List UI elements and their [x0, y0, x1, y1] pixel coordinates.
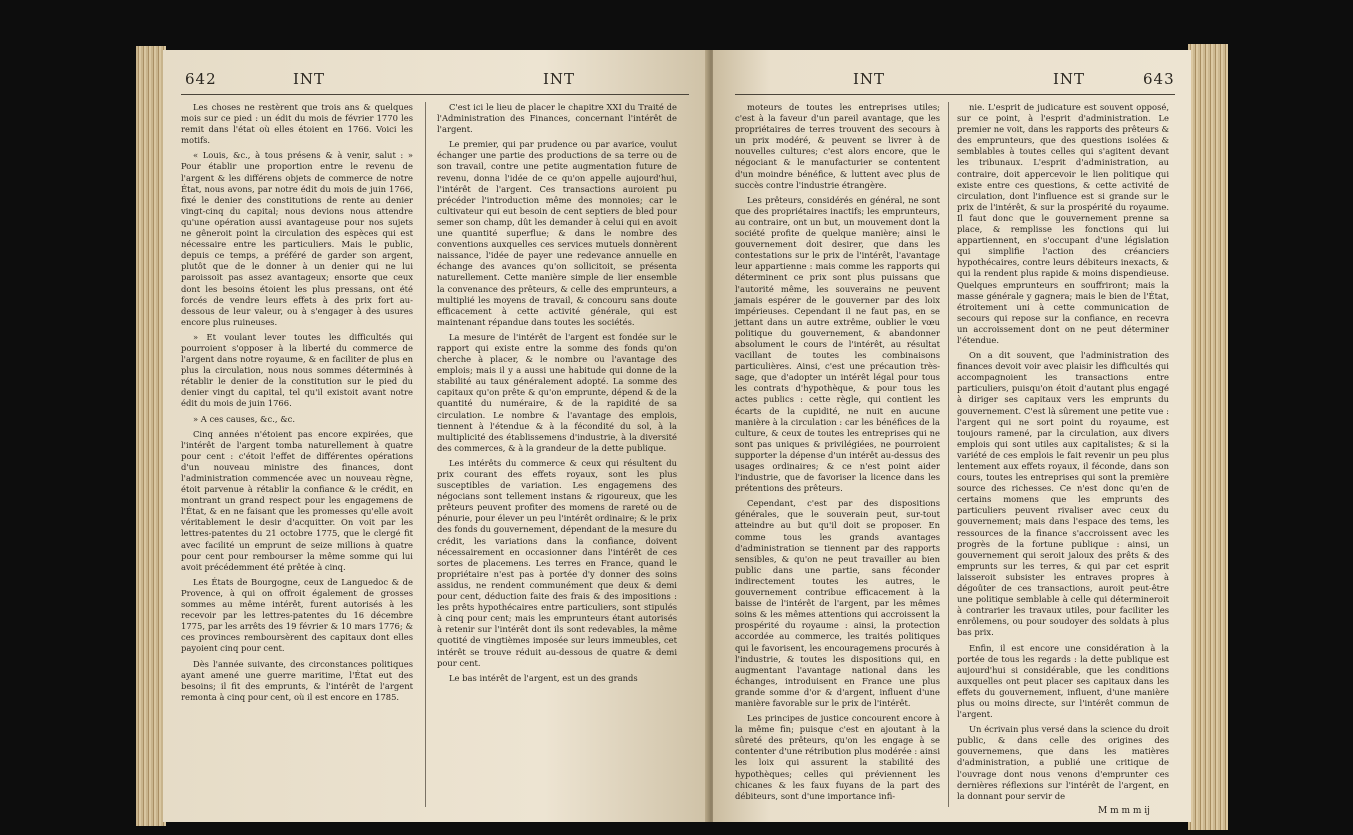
paragraph: Les prêteurs, considérés en général, ne sont que des propriétaires inactifs; les emprunteurs, au contraire, ont un but, un mouvement dont la société profite de quelque manière; ainsi le gouvernement doit desirer, que dans les contestations sur le prix de l'intérêt, l'avantage leur appartienne : mais comme les rapports qui déterminent ce prix sont plus puissans que l'autorité même, les souverains ne peuvent jamais espérer de le gouverner par des loix impérieuses. Cependant il ne faut pas, en se jettant dans un autre extrême, oublier le vœu politique du gouvernement, & abandonner absolument le cours de l'intérêt, au résultat vacillant de toutes les combinaisons particulières. Ainsi, c'est une précaution très-sage, que d'adopter un intérêt légal pour tous les contrats d'hypothèque, & pour tous les actes publics : cette règle, qui contient les écarts de la cupidité, ne nuit en aucune manière à la circulation : car les bénéfices de la culture, & ceux de toutes les entreprises qui ne sont pas uniques & privilégiées, ne pourroient supporter la dépense d'un intérêt au-dessus des usages ordinaires; & ce n'est point aider l'industrie, que de favoriser la licence dans les prétentions des prêteurs. [735, 194, 940, 494]
book-spread [8, 22, 1345, 828]
paragraph: Cinq années n'étoient pas encore expirées, que l'intérêt de l'argent tomba naturellement à quatre pour cent : c'étoit l'effet de différentes opérations d'un nouveau ministre des finances, dont l'administration commencée avec un nouveau règne, étoit parvenue à rétablir la confiance & le crédit, en montrant un grand respect pour les engagemens de l'État, & en ne faisant que les promesses qu'elle avoit véritablement le desir d'acquitter. On voit par les lettres-patentes du 21 octobre 1775, que le clergé fit avec facilité un emprunt de seize millions à quatre pour cent pour rembourser la même somme qui lui avoit précédemment été prêtée à cinq. [181, 428, 413, 572]
paragraph: Les principes de justice concourent encore à la même fin; puisque c'est en ajoutant à la sûreté des prêteurs, qu'on les engage à se contenter d'une rétribution plus modérée : ainsi les loix qui assurent la stabilité des hypothèques; celles qui préviennent les chicanes & les faux fuyans de la part des débiteurs, sont d'une importance infi- [735, 713, 940, 801]
paragraph: Les choses ne restèrent que trois ans & quelques mois sur ce pied : un édit du mois de février 1770 les remit dans l'état où elles étoient en 1766. Voici les motifs. [181, 102, 413, 146]
left-page [163, 50, 708, 822]
paragraph: Les États de Bourgogne, ceux de Languedoc & de Provence, à qui on offroit également de grosses sommes au même intérêt, furent autorisés à les recevoir par les lettres-patentes du 16 décembre 1775, par les arrêts des 19 février & 10 mars 1776; & ces provinces remboursèrent des capitaux dont elles payoient cinq pour cent. [181, 576, 413, 654]
paragraph: Cependant, c'est par des dispositions générales, que le souverain peut, sur-tout atteindre au but qu'il doit se proposer. En comme tous les grands avantages d'administration se tiennent par des rapports sensibles, & qu'on ne peut travailler au bien public dans une partie, sans féconder indirectement toutes les autres, le gouvernement contribue efficacement à la baisse de l'intérêt de l'argent, par les mêmes soins & les mêmes attentions qui accroissent la prospérité du royaume : ainsi, la protection accordée au commerce, les traités politiques qui le favorisent, les encouragemens procurés à l'industrie, & toutes les dispositions qui, en augmentant l'avantage national dans les échanges, introduisent en France une plus grande somme d'or & d'argent, influent d'une manière favorable sur le prix de l'intérêt. [735, 498, 940, 708]
page-number: 642 [185, 70, 217, 88]
paragraph: Le premier, qui par prudence ou par avarice, voulut échanger une partie des productions de sa terre ou de son travail, contre une petite augmentation future de revenu, donna l'idée de ce qu'on appelle aujourd'hui, l'intérêt de l'argent. Ces transactions auroient pu précéder l'introduction même des monnoies; car le cultivateur qui eut besoin de cent septiers de bled pour semer son champ, dût les demander à celui qui en avoit une quantité superflue; & dans le nombre des conventions auxquelles ces services mutuels donnèrent naissance, l'idée de payer une redevance annuelle en échange des avances qu'on sollicitoit, se présenta naturellement. Cette manière simple de lier ensemble la convenance des prêteurs, & celle des emprunteurs, a multiplié les moyens de travail, & concouru sans doute efficacement à cette activité générale, qui est maintenant répandue dans toutes les sociétés. [437, 139, 677, 327]
running-head: INT [1053, 70, 1086, 88]
paragraph: La mesure de l'intérêt de l'argent est fondée sur le rapport qui existe entre la somme des fonds qu'on cherche à placer, & le nombre ou l'avantage des emplois; mais il y a aussi une habitude qui donne de la stabilité au taux généralement adopté. La somme des capitaux qu'on prête & qu'on emprunte, dépend & de la quantité du numéraire, & de la rapidité de sa circulation. Le nombre & l'avantage des emplois, tiennent à l'étendue & à la fécondité du sol, à la multiplicité des établissemens d'industrie, à la diversité des commerces, & à la grandeur de la dette publique. [437, 331, 677, 453]
page-number: 643 [1143, 70, 1175, 88]
text-column-1 [181, 102, 413, 707]
paragraph: » Et voulant lever toutes les difficultés qui pourroient s'opposer à la liberté du commerce de l'argent dans notre royaume, & en faciliter de plus en plus la circulation, nous nous sommes déterminés à rétablir le denier de la constitution sur le pied du denier vingt du capital, tel qu'il existoit avant notre édit du mois de juin 1766. [181, 331, 413, 409]
paragraph: Les intérêts du commerce & ceux qui résultent du prix courant des effets royaux, sont les plus susceptibles de variation. Les engagemens des négocians sont tellement instans & rigoureux, que les prêteurs peuvent profiter des momens de rareté ou de pénurie, pour élever un peu l'intérêt ordinaire; & le prix des fonds du gouvernement, dépendant de la mesure du crédit, les variations dans la confiance, doivent nécessairement en occasionner dans l'intérêt de ces sortes de placemens. Les terres en France, quand le propriétaire n'est pas à portée d'y donner des soins assidus, ne rendent communément que deux & demi pour cent, déduction faite des frais & des impositions : les prêts hypothécaires entre particuliers, sont stipulés à cinq pour cent; mais les emprunteurs étant autorisés à retenir sur l'intérêt dont ils sont redevables, la même quotité de vingtièmes imposée sur leurs immeubles, cet intérêt se trouve réduit au-dessous de quatre & demi pour cent. [437, 457, 677, 668]
right-page [713, 50, 1191, 822]
paragraph: moteurs de toutes les entreprises utiles; c'est à la faveur d'un pareil avantage, que les propriétaires de terres trouvent des secours à un prix modéré, & peuvent se livrer à de nouvelles cultures; c'est alors encore, que le négociant & le manufacturier se contentent d'un moindre bénéfice, & luttent avec plus de succès contre l'industrie étrangère. [735, 102, 940, 190]
paragraph: nie. L'esprit de judicature est souvent opposé, sur ce point, à l'esprit d'administration. Le premier ne voit, dans les rapports des prêteurs & des emprunteurs, que des questions isolées & semblables à toutes celles qui s'agitent devant les tribunaux. L'esprit d'administration, au contraire, doit appercevoir le lien politique qui existe entre ces questions, & cette activité de circulation, dont l'influence est si grande sur le prix de l'intérêt, & sur la prospérité du royaume. Il faut donc que le gouvernement prenne sa place, & remplisse les fonctions qui lui appartiennent, en s'occupant d'une législation qui simplifie l'action des créanciers hypothécaires, contre leurs débiteurs inexacts, & qui la rendent plus rapide & moins dispendieuse. Quelques emprunteurs en souffriront; mais la masse générale y gagnera; mais le bien de l'État, étroitement uni à cette communication de secours qui repose sur la confiance, en recevra un accroissement dont on ne peut déterminer l'étendue. [957, 102, 1169, 345]
paragraph: « Louis, &c., à tous présens & à venir, salut : » Pour établir une proportion entre le revenu de l'argent & les différens objets de commerce de notre État, nous avons, par notre édit du mois de juin 1766, fixé le denier des constitutions de rente au denier vingt-cinq du capital; nous devions nous attendre qu'une opération aussi avantageuse pour nos sujets ne gêneroit point la circulation des espèces qui est nécessaire entre les particuliers. Mais le public, depuis ce temps, a préféré de garder son argent, plutôt que de le donner à un denier qui ne lui paroissoit pas assez avantageux; ensorte que ceux dont les besoins étoient les plus pressans, ont été forcés de vendre leurs effets à des prix fort au-dessous de leur valeur, ou à s'engager à des usures encore plus ruineuses. [181, 150, 413, 327]
paragraph: » A ces causes, &c., &c. [193, 413, 295, 424]
paragraph: C'est ici le lieu de placer le chapitre XXI du Traité de l'Administration des Finances, concernant l'intérêt de l'argent. [437, 102, 677, 135]
column-separator [425, 102, 426, 807]
running-head: INT [543, 70, 576, 88]
paragraph: Le bas intérêt de l'argent, est un des grands [449, 672, 638, 683]
left-page-edges [136, 46, 166, 826]
paragraph: On a dit souvent, que l'administration des finances devoit voir avec plaisir les difficultés qui accompagnoient les transactions entre particuliers, puisqu'on étoit d'autant plus engagé à diriger ses capitaux vers les emprunts du gouvernement. C'est là sûrement une petite vue : l'argent qui ne sort point du royaume, est toujours ramené, par la circulation, aux divers emplois qui sont utiles aux capitalistes; & si la variété de ces emplois le fait revenir un peu plus lentement aux effets royaux, il féconde, dans son cours, toutes les entreprises qui sont la première source des richesses. Ce n'est donc qu'en de certains momens que les emprunts des particuliers peuvent rivaliser avec ceux du gouvernement; mais dans l'espace des tems, les ressources de la finance s'accroissent avec les progrès de la fortune publique : ainsi, un gouvernement qui seroit jaloux des prêts & des emprunts sur les terres, & qui par cet esprit laisseroit subsister les entraves propres à dégoûter de ces transactions, auroit peut-être une politique semblable à celle qui détermineroit à contrarier les travaux utiles, pour faciliter les enrôlemens, ou pour soudoyer des soldats à plus bas prix. [957, 350, 1169, 638]
paragraph: Enfin, il est encore une considération à la portée de tous les regards : la dette publique est aujourd'hui si considérable, que les conditions auxquelles ont peut placer ses capitaux dans les effets du gouvernement, influent, d'une manière plus ou moins directe, sur l'intérêt commun de l'argent. [957, 642, 1169, 720]
running-head: INT [293, 70, 326, 88]
header-rule [181, 94, 689, 95]
paragraph: Dès l'année suivante, des circonstances politiques ayant amené une guerre maritime, l'État eut des besoins; il fit des emprunts, & l'intérêt de l'argent remonta à cinq pour cent, où il est encore en 1785. [181, 658, 413, 702]
header-rule [735, 94, 1175, 95]
text-column-2 [437, 102, 677, 688]
paragraph: Un écrivain plus versé dans la science du droit public, & dans celle des origines des gouvernemens, que dans les matières d'administration, a publié une critique de l'ouvrage dont nous venons d'emprunter ces dernières réflexions sur l'intérêt de l'argent, en la donnant pour servir de [957, 724, 1169, 801]
signature-mark: M m m m ij [1098, 806, 1150, 816]
text-column-2 [957, 102, 1169, 806]
text-column-1 [735, 102, 940, 806]
running-head: INT [853, 70, 886, 88]
column-separator [948, 102, 949, 807]
right-page-edges [1188, 44, 1228, 830]
